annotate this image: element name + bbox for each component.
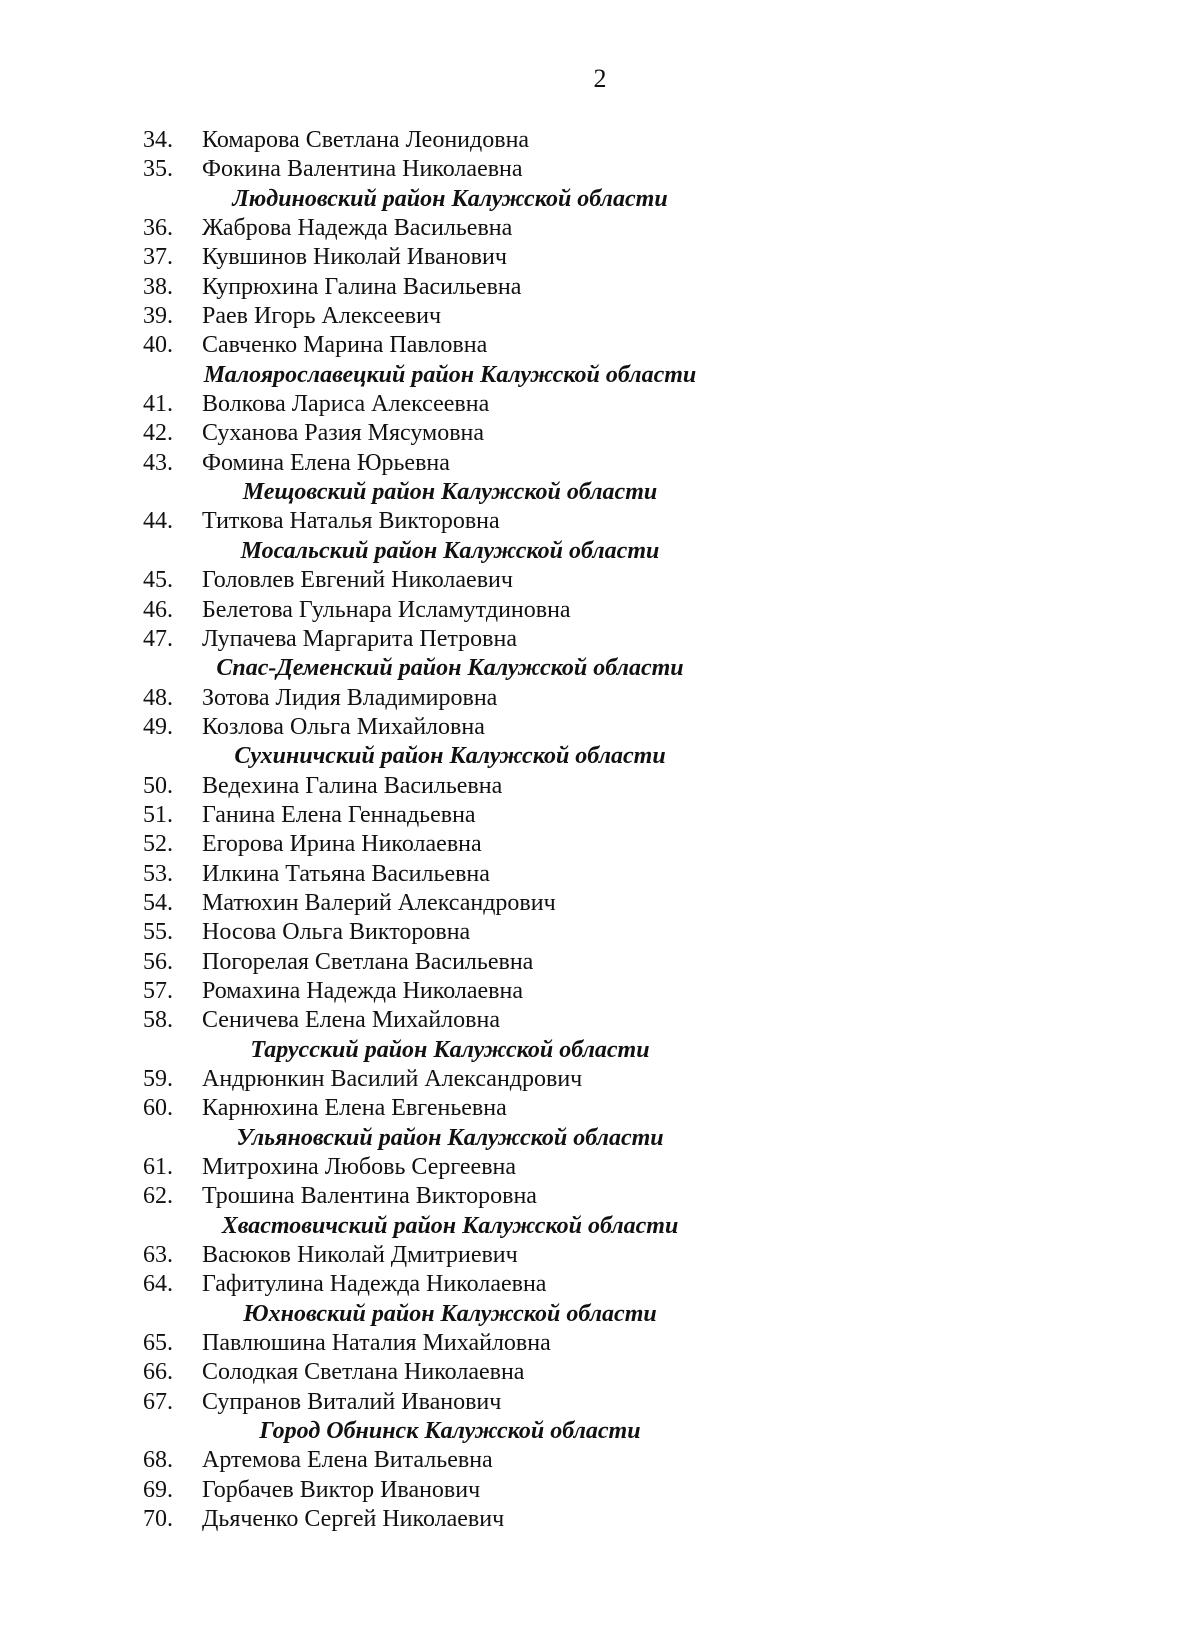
list-item bbox=[0, 214, 1200, 243]
list-item bbox=[0, 1241, 1200, 1270]
item-number: 35. bbox=[143, 156, 173, 183]
item-number: 58. bbox=[143, 1007, 173, 1034]
item-number: 55. bbox=[143, 919, 173, 946]
item-number: 37. bbox=[143, 244, 173, 271]
person-name: Фомина Елена Юрьевна bbox=[202, 449, 450, 476]
list-item bbox=[0, 948, 1200, 977]
item-number: 36. bbox=[143, 215, 173, 242]
list-item bbox=[0, 918, 1200, 947]
person-name: Ромахина Надежда Николаевна bbox=[202, 977, 524, 1004]
item-number: 63. bbox=[143, 1242, 173, 1269]
person-name: Суханова Разия Мясумовна bbox=[202, 420, 485, 447]
district-heading-text: Спас-Деменский район Калужской области bbox=[216, 655, 684, 682]
item-number: 47. bbox=[143, 625, 173, 652]
person-name: Купрюхина Галина Васильевна bbox=[202, 273, 522, 300]
person-name: Карнюхина Елена Евгеньевна bbox=[202, 1095, 507, 1122]
list-item bbox=[0, 684, 1200, 713]
list-item bbox=[0, 243, 1200, 272]
district-heading bbox=[0, 1036, 1200, 1065]
district-heading-text: Мосальский район Калужской области bbox=[240, 537, 660, 564]
person-name: Головлев Евгений Николаевич bbox=[202, 567, 513, 594]
person-name: Раев Игорь Алексеевич bbox=[202, 303, 442, 330]
district-heading bbox=[0, 537, 1200, 566]
district-heading-text: Сухиничский район Калужской области bbox=[234, 743, 666, 770]
person-name: Лупачева Маргарита Петровна bbox=[202, 625, 517, 652]
person-name: Дьяченко Сергей Николаевич bbox=[202, 1506, 505, 1533]
list-item bbox=[0, 772, 1200, 801]
list-item bbox=[0, 625, 1200, 654]
person-name: Илкина Татьяна Васильевна bbox=[202, 860, 490, 887]
person-name: Кувшинов Николай Иванович bbox=[202, 244, 507, 271]
item-number: 41. bbox=[143, 391, 173, 418]
district-heading-text: Людиновский район Калужской области bbox=[232, 185, 668, 212]
list-item bbox=[0, 302, 1200, 331]
person-name: Волкова Лариса Алексеевна bbox=[202, 391, 490, 418]
person-name: Фокина Валентина Николаевна bbox=[202, 156, 523, 183]
item-number: 67. bbox=[143, 1388, 173, 1415]
item-number: 52. bbox=[143, 831, 173, 858]
list-item bbox=[0, 449, 1200, 478]
district-heading bbox=[0, 478, 1200, 507]
list-item bbox=[0, 801, 1200, 830]
district-heading-text: Мещовский район Калужской области bbox=[242, 479, 658, 506]
person-name: Козлова Ольга Михайловна bbox=[202, 713, 485, 740]
list-item bbox=[0, 596, 1200, 625]
person-name: Комарова Светлана Леонидовна bbox=[202, 127, 530, 153]
person-name: Ведехина Галина Васильевна bbox=[202, 772, 503, 799]
list-item bbox=[0, 1329, 1200, 1358]
district-heading-text: Юхновский район Калужской области bbox=[243, 1300, 657, 1327]
item-number: 48. bbox=[143, 684, 173, 711]
person-name: Павлюшина Наталия Михайловна bbox=[202, 1330, 551, 1357]
list-item bbox=[0, 1358, 1200, 1387]
person-name: Зотова Лидия Владимировна bbox=[202, 684, 498, 711]
list-item bbox=[0, 507, 1200, 536]
person-name: Матюхин Валерий Александрович bbox=[202, 889, 556, 916]
item-number: 34. bbox=[143, 127, 173, 153]
district-heading bbox=[0, 1212, 1200, 1241]
person-name: Белетова Гульнара Исламутдиновна bbox=[202, 596, 571, 623]
item-number: 57. bbox=[143, 977, 173, 1004]
list-item bbox=[0, 860, 1200, 889]
list-item bbox=[0, 1446, 1200, 1475]
item-number: 53. bbox=[143, 860, 173, 887]
list-item bbox=[0, 566, 1200, 595]
item-number: 51. bbox=[143, 801, 173, 828]
person-name: Васюков Николай Дмитриевич bbox=[202, 1242, 518, 1269]
list-item bbox=[0, 1388, 1200, 1417]
list-item bbox=[0, 1270, 1200, 1299]
item-number: 39. bbox=[143, 303, 173, 330]
item-number: 62. bbox=[143, 1183, 173, 1210]
person-name: Носова Ольга Викторовна bbox=[202, 919, 471, 946]
person-name: Савченко Марина Павловна bbox=[202, 332, 488, 359]
item-number: 40. bbox=[143, 332, 173, 359]
person-name: Трошина Валентина Викторовна bbox=[202, 1183, 537, 1210]
person-name: Жаброва Надежда Васильевна bbox=[202, 215, 513, 242]
person-name: Титкова Наталья Викторовна bbox=[202, 508, 500, 535]
item-number: 43. bbox=[143, 449, 173, 476]
list-item bbox=[0, 1182, 1200, 1211]
item-number: 46. bbox=[143, 596, 173, 623]
item-number: 50. bbox=[143, 772, 173, 799]
list-item bbox=[0, 126, 1200, 155]
person-name: Солодкая Светлана Николаевна bbox=[202, 1359, 525, 1386]
person-name: Супранов Виталий Иванович bbox=[202, 1388, 502, 1415]
item-number: 60. bbox=[143, 1095, 173, 1122]
person-name: Горбачев Виктор Иванович bbox=[202, 1476, 481, 1503]
list-item bbox=[0, 1153, 1200, 1182]
item-number: 42. bbox=[143, 420, 173, 447]
list-item bbox=[0, 977, 1200, 1006]
person-name: Андрюнкин Василий Александрович bbox=[202, 1066, 583, 1092]
list-item bbox=[0, 1505, 1200, 1534]
list-item bbox=[0, 390, 1200, 419]
item-number: 65. bbox=[143, 1330, 173, 1357]
list-item bbox=[0, 1094, 1200, 1123]
item-number: 69. bbox=[143, 1476, 173, 1503]
district-heading bbox=[0, 361, 1200, 390]
person-name: Егорова Ирина Николаевна bbox=[202, 831, 482, 858]
item-number: 70. bbox=[143, 1506, 173, 1533]
district-heading-text: Город Обнинск Калужской области bbox=[259, 1418, 641, 1445]
item-number: 61. bbox=[143, 1154, 173, 1181]
item-number: 59. bbox=[143, 1066, 173, 1092]
district-heading-text: Малоярославецкий район Калужской области bbox=[203, 361, 697, 388]
district-heading bbox=[0, 1124, 1200, 1153]
list-item bbox=[0, 273, 1200, 302]
item-number: 68. bbox=[143, 1447, 173, 1474]
district-heading bbox=[0, 654, 1200, 683]
list-item bbox=[0, 419, 1200, 448]
page-number: 2 bbox=[593, 64, 607, 93]
item-number: 38. bbox=[143, 273, 173, 300]
person-name: Митрохина Любовь Сергеевна bbox=[202, 1154, 517, 1181]
list-item bbox=[0, 1476, 1200, 1505]
item-number: 45. bbox=[143, 567, 173, 594]
district-heading-text: Ульяновский район Калужской области bbox=[236, 1124, 664, 1151]
list-item bbox=[0, 1006, 1200, 1035]
list-item bbox=[0, 155, 1200, 184]
list-item bbox=[0, 1065, 1200, 1094]
item-number: 54. bbox=[143, 889, 173, 916]
item-number: 49. bbox=[143, 713, 173, 740]
list-item bbox=[0, 331, 1200, 360]
district-heading-text: Хвастовичский район Калужской области bbox=[221, 1212, 679, 1239]
item-number: 64. bbox=[143, 1271, 173, 1298]
district-heading bbox=[0, 742, 1200, 771]
district-heading bbox=[0, 1300, 1200, 1329]
person-name: Гафитулина Надежда Николаевна bbox=[202, 1271, 547, 1298]
district-heading bbox=[0, 185, 1200, 214]
list-item bbox=[0, 713, 1200, 742]
name-list bbox=[0, 126, 1200, 1535]
person-name: Сеничева Елена Михайловна bbox=[202, 1007, 500, 1034]
person-name: Ганина Елена Геннадьевна bbox=[202, 801, 476, 828]
list-item bbox=[0, 830, 1200, 859]
item-number: 44. bbox=[143, 508, 173, 535]
item-number: 56. bbox=[143, 948, 173, 975]
district-heading bbox=[0, 1417, 1200, 1446]
item-number: 66. bbox=[143, 1359, 173, 1386]
list-item bbox=[0, 889, 1200, 918]
district-heading-text: Тарусский район Калужской области bbox=[250, 1036, 650, 1063]
person-name: Погорелая Светлана Васильевна bbox=[202, 948, 534, 975]
person-name: Артемова Елена Витальевна bbox=[202, 1447, 493, 1474]
